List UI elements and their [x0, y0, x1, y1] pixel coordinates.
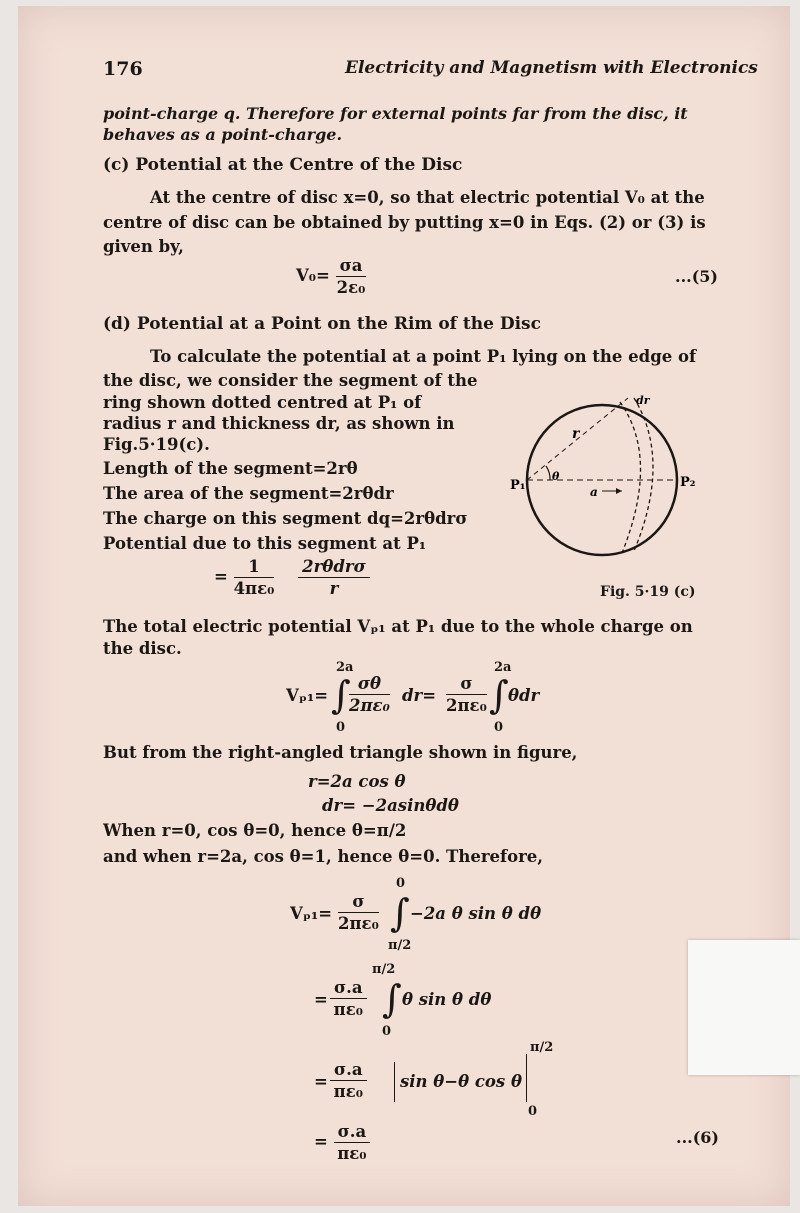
eqb-upper: π/2: [372, 962, 396, 977]
section-d-line-1: To calculate the potential at a point P₁ lying on the edge of: [150, 347, 697, 366]
label-p2: P₂: [680, 475, 696, 490]
int1-upper: 2a: [336, 660, 354, 675]
intro-line-1: point-charge q. Therefore for external points far from the disc, it: [103, 104, 688, 123]
theta-arc: [546, 466, 550, 480]
section-d-line-4: radius r and thickness dr, as shown in: [103, 414, 455, 433]
eqc-bar-left: [394, 1062, 395, 1102]
vp1-end: θdr: [508, 686, 540, 705]
eqc-lhs: =: [314, 1072, 328, 1091]
vp1-lhs: Vₚ₁=: [286, 686, 329, 705]
int1-lower: 0: [336, 720, 346, 735]
page-number: 176: [103, 58, 143, 80]
int2-upper: 2a: [494, 660, 512, 675]
equation-vp1-step-3: [314, 1042, 564, 1122]
eqa-lhs: Vₚ₁=: [290, 904, 333, 923]
equation-vp1-step-2: [314, 960, 534, 1040]
eqc-den: πε₀: [333, 1082, 363, 1101]
running-title: Electricity and Magnetism with Electronics: [345, 58, 758, 78]
eqd-frac: [334, 1122, 371, 1163]
eqb-integral: ∫: [382, 977, 402, 1021]
eqa-den: 2πε₀: [338, 914, 379, 933]
section-d-line-3: ring shown dotted centred at P₁ of: [103, 393, 422, 412]
seg-eq-sign: =: [214, 567, 228, 586]
eqa-num: σ: [338, 892, 379, 913]
section-c-line-3: given by,: [103, 237, 184, 256]
eqc-num: σ.a: [330, 1060, 367, 1081]
r-equation: r=2a cos θ: [308, 772, 406, 791]
eqc-lower: 0: [528, 1104, 538, 1119]
equation-vp1-integral: [286, 662, 546, 736]
eqc-frac: [330, 1060, 367, 1101]
eqb-lower: 0: [382, 1024, 392, 1039]
section-d-heading: (d) Potential at a Point on the Rim of the Disc: [103, 314, 541, 334]
eqa-frac: [338, 892, 379, 933]
seg-frac-1-num: 1: [234, 557, 275, 578]
eqb-den: πε₀: [333, 1000, 363, 1019]
eqa-lower: π/2: [388, 938, 412, 953]
eqc-upper: π/2: [530, 1040, 554, 1055]
label-theta: θ: [552, 470, 560, 483]
vp1-frac-1-den: 2πε₀: [349, 696, 390, 715]
section-c-heading: (c) Potential at the Centre of the Disc: [103, 155, 463, 175]
integral-sign-2: ∫: [489, 673, 509, 717]
label-p1: P₁: [510, 478, 526, 493]
section-d-line-6: Length of the segment=2rθ: [103, 459, 358, 478]
triangle-line: But from the right-angled triangle shown in figure,: [103, 743, 578, 762]
eq5-denominator: 2ε₀: [336, 278, 366, 297]
eqc-bar-right: [526, 1054, 527, 1102]
eqd-num: σ.a: [334, 1122, 371, 1143]
eqa-body: −2a θ sin θ dθ: [410, 904, 542, 923]
seg-frac-2: [298, 557, 370, 598]
seg-frac-1-den: 4πε₀: [233, 579, 275, 598]
eqc-body: sin θ−θ cos θ: [400, 1072, 522, 1091]
seg-frac-1: [234, 557, 275, 598]
paper-sticker: [688, 940, 800, 1075]
intro-line-2: behaves as a point-charge.: [103, 125, 343, 144]
label-r: r: [572, 426, 580, 442]
eqb-frac: [330, 978, 367, 1019]
section-d-line-8: The charge on this segment dq=2rθdrσ: [103, 509, 468, 528]
seg-frac-2-den: r: [329, 579, 339, 598]
equation-5: [296, 256, 366, 297]
total-potential-line-2: the disc.: [103, 639, 182, 658]
figure-5-19c: [510, 388, 710, 568]
a-arrowhead: [616, 488, 622, 494]
label-dr: dr: [636, 394, 650, 407]
segment-potential-eq: [214, 557, 370, 598]
section-c-line-1: At the centre of disc x=0, so that electric potential V₀ at the: [150, 188, 705, 207]
section-d-line-7: The area of the segment=2rθdr: [103, 484, 394, 503]
eqa-upper: 0: [396, 876, 406, 891]
section-d-line-5: Fig.5·19(c).: [103, 435, 210, 454]
segment-arc-inner: [620, 402, 641, 553]
eqd-lhs: =: [314, 1132, 328, 1151]
eqb-lhs: =: [314, 990, 328, 1009]
section-c-line-2: centre of disc can be obtained by putting x=0 in Eqs. (2) or (3) is: [103, 213, 706, 232]
int2-lower: 0: [494, 720, 504, 735]
eqb-body: θ sin θ dθ: [402, 990, 492, 1009]
integral-sign-1: ∫: [331, 673, 351, 717]
when-line-1: When r=0, cos θ=0, hence θ=π/2: [103, 821, 407, 840]
eq-number-6: ...(6): [676, 1128, 719, 1147]
eq-number-5: ...(5): [675, 267, 718, 286]
eq5-numerator: σa: [336, 256, 367, 277]
dr-equation: dr= −2asinθdθ: [322, 796, 459, 815]
eqa-integral: ∫: [390, 891, 410, 935]
vp1-frac-1-num: σθ: [349, 674, 390, 695]
vp1-mid: dr=: [402, 686, 437, 705]
vp1-frac-1: [349, 674, 390, 715]
eq5-lhs: V₀=: [296, 266, 330, 285]
eq5-fraction: [336, 256, 367, 297]
vp1-frac-2: [446, 674, 487, 715]
section-d-line-9: Potential due to this segment at P₁: [103, 534, 427, 553]
when-line-2: and when r=2a, cos θ=1, hence θ=0. Therefore,: [103, 847, 544, 866]
total-potential-line-1: The total electric potential Vₚ₁ at P₁ due to the whole charge on: [103, 617, 693, 636]
seg-frac-2-num: 2rθdrσ: [298, 557, 370, 578]
eqd-den: πε₀: [337, 1144, 367, 1163]
eqb-num: σ.a: [330, 978, 367, 999]
figure-caption: Fig. 5·19 (c): [600, 584, 696, 600]
label-a: a: [590, 485, 598, 499]
equation-vp1-step-1: [290, 874, 550, 954]
equation-6: [314, 1122, 370, 1163]
vp1-frac-2-den: 2πε₀: [446, 696, 487, 715]
vp1-frac-2-num: σ: [446, 674, 487, 695]
section-d-line-2: the disc, we consider the segment of the: [103, 371, 478, 390]
